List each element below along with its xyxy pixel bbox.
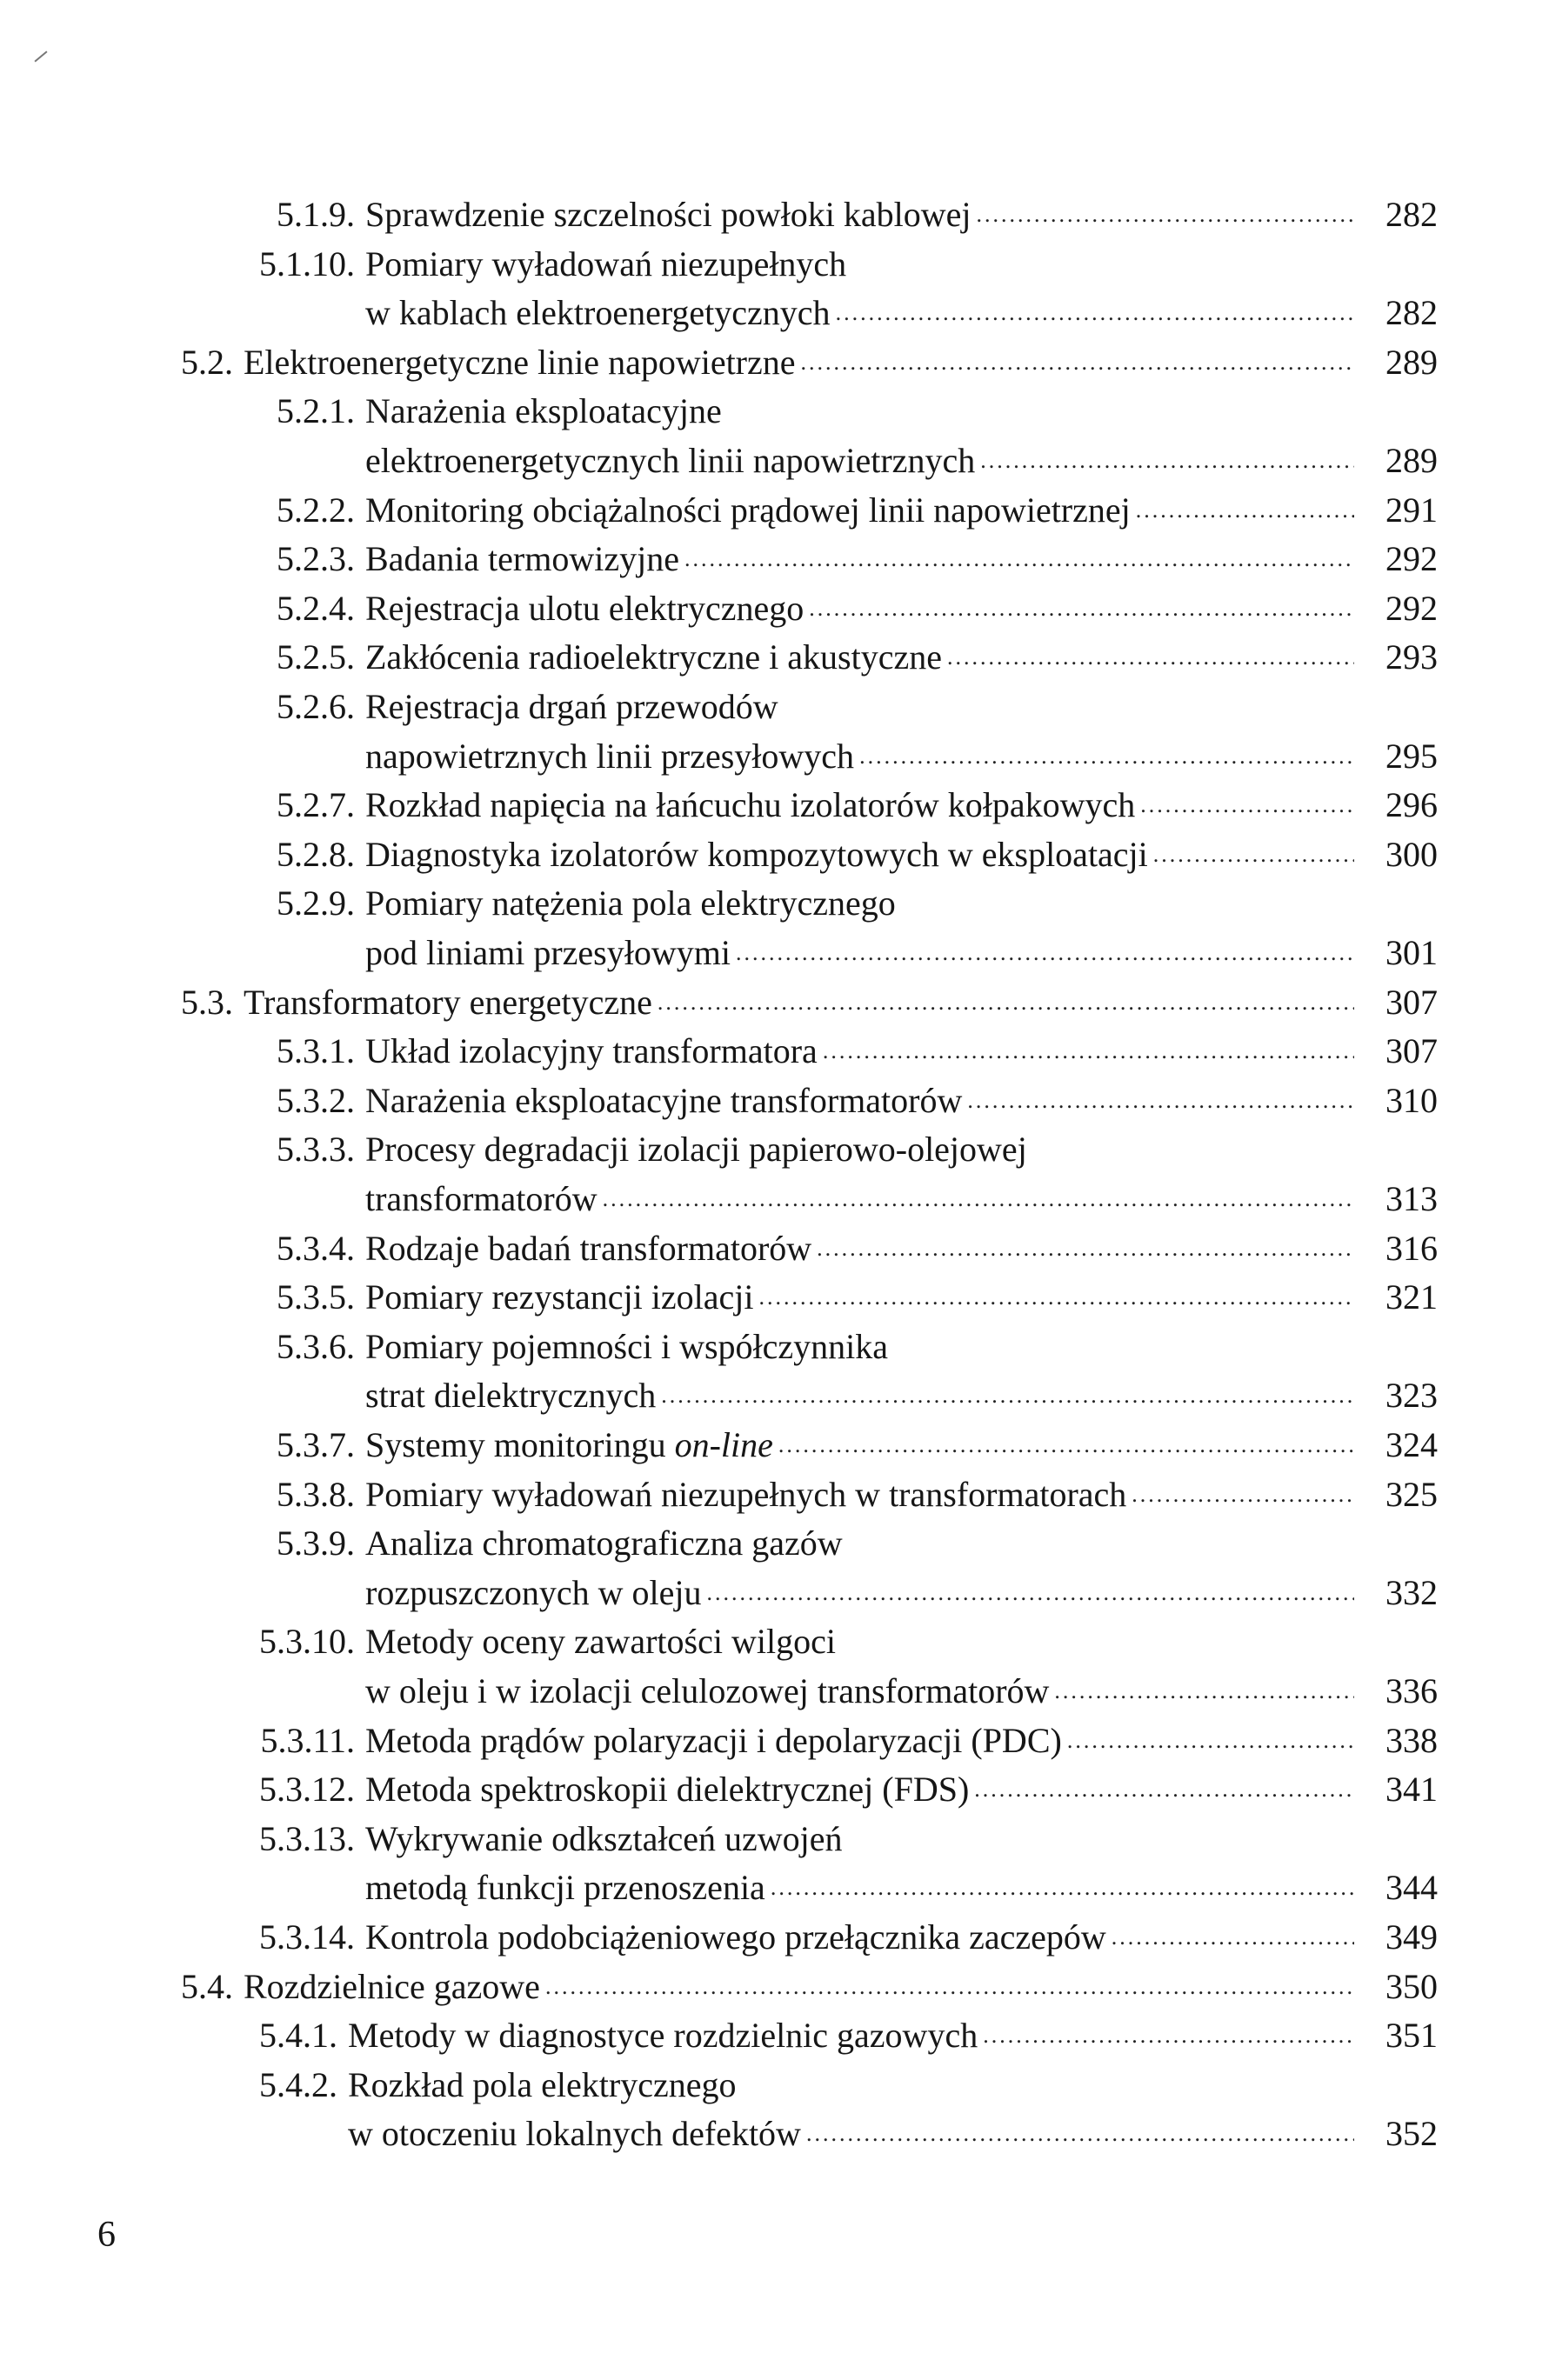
- dot-leader: [1054, 1667, 1354, 1716]
- section-title-text: Pomiary rezystancji izolacji: [365, 1277, 754, 1317]
- section-number: 5.2.5.: [277, 637, 355, 677]
- dot-leader: [859, 732, 1354, 781]
- toc-entry[interactable]: [277, 1027, 1438, 1076]
- toc-entry[interactable]: [277, 879, 1438, 928]
- toc-entry[interactable]: [277, 535, 1438, 583]
- section-title-text: Sprawdzenie szczelności powłoki kablowej: [365, 195, 971, 234]
- section-title-text: Kontrola podobciążeniowego przełącznika zaczepów: [365, 1917, 1106, 1957]
- dot-leader: [771, 1863, 1354, 1912]
- toc-entry[interactable]: [181, 978, 1438, 1027]
- section-title-text: metodą funkcji przenoszenia: [365, 1868, 765, 1908]
- dot-leader: [947, 633, 1354, 682]
- dot-leader: [901, 879, 1425, 928]
- toc-entry[interactable]: [277, 486, 1438, 535]
- section-title: [348, 2110, 801, 2158]
- dot-leader: [545, 1963, 1354, 2011]
- section-title: [365, 289, 831, 337]
- section-title: [365, 683, 778, 731]
- section-number: 5.1.10.: [259, 243, 355, 283]
- dot-leader: [848, 1815, 1426, 1863]
- section-title: [365, 486, 1131, 535]
- section-title-text: napowietrznych linii przesyłowych: [365, 736, 855, 776]
- page-reference[interactable]: 338: [1385, 1720, 1438, 1760]
- dot-leader: [848, 1519, 1425, 1568]
- toc-entry[interactable]: [260, 1717, 1438, 1765]
- dot-leader: [778, 1421, 1354, 1470]
- page-reference[interactable]: 351: [1385, 2016, 1438, 2056]
- toc-entry[interactable]: [277, 1323, 1438, 1371]
- dot-leader: [817, 1224, 1354, 1273]
- toc-entry-continuation[interactable]: [365, 289, 1438, 337]
- dot-leader: [801, 338, 1354, 387]
- toc-entry[interactable]: [277, 584, 1438, 633]
- dot-leader: [976, 190, 1354, 239]
- page-reference[interactable]: 332: [1385, 1572, 1438, 1612]
- section-number: 5.3.1.: [277, 1031, 355, 1071]
- section-title: [365, 781, 1135, 830]
- section-title: [365, 1175, 598, 1223]
- section-title-text: Zakłócenia radioelektryczne i akustyczne: [365, 637, 942, 677]
- page-reference[interactable]: 300: [1385, 834, 1438, 874]
- section-title: [365, 1077, 962, 1125]
- toc-entry-continuation[interactable]: [365, 1667, 1438, 1716]
- dot-leader: [759, 1273, 1354, 1322]
- dot-leader: [1136, 486, 1354, 535]
- section-title-text: Pomiary pojemności i współczynnika: [365, 1326, 889, 1366]
- dot-leader: [658, 978, 1354, 1027]
- section-number: 5.2.9.: [277, 883, 355, 923]
- section-title: [365, 1371, 656, 1420]
- section-title-text: Procesy degradacji izolacji papierowo-olejowej: [365, 1130, 1027, 1170]
- section-title: [244, 978, 652, 1027]
- section-title: [365, 1863, 765, 1912]
- dot-leader: [980, 437, 1354, 485]
- section-title: [365, 1617, 836, 1666]
- toc-entry[interactable]: [277, 387, 1438, 436]
- toc-entry[interactable]: [259, 240, 1438, 289]
- page-reference[interactable]: 295: [1385, 736, 1438, 776]
- page-reference[interactable]: 310: [1385, 1080, 1438, 1120]
- page-reference[interactable]: 350: [1385, 1966, 1438, 2006]
- toc-entry[interactable]: [277, 1470, 1438, 1519]
- page-reference[interactable]: 293: [1385, 637, 1438, 677]
- page-reference[interactable]: 289: [1385, 441, 1438, 480]
- dot-leader: [1112, 1913, 1354, 1962]
- toc-entry-continuation[interactable]: [365, 1569, 1438, 1617]
- dot-leader: [736, 929, 1354, 977]
- toc-entry[interactable]: [277, 1273, 1438, 1322]
- page-reference[interactable]: 313: [1385, 1179, 1438, 1218]
- section-title-text: Rozdzielnice gazowe: [244, 1966, 540, 2006]
- section-number: 5.1.9.: [277, 195, 355, 234]
- toc-entry[interactable]: [259, 1815, 1438, 1863]
- dot-leader: [967, 1077, 1354, 1125]
- section-number: 5.3.8.: [277, 1474, 355, 1514]
- dot-leader: [841, 1617, 1425, 1666]
- section-title: [365, 830, 1148, 879]
- section-number: 5.3.3.: [277, 1130, 355, 1170]
- toc-entry[interactable]: [181, 1963, 1438, 2011]
- toc-entry-continuation[interactable]: [348, 2110, 1438, 2158]
- toc-entry[interactable]: [277, 1519, 1438, 1568]
- section-number: 5.3.4.: [277, 1228, 355, 1268]
- page-reference[interactable]: 282: [1385, 293, 1438, 333]
- toc-entry[interactable]: [181, 338, 1438, 387]
- section-title: [348, 2011, 978, 2060]
- toc-entry[interactable]: [277, 1125, 1438, 1174]
- section-title: [365, 1224, 811, 1273]
- page-reference[interactable]: 341: [1385, 1770, 1438, 1810]
- section-title-text: Rodzaje badań transformatorów: [365, 1228, 812, 1268]
- dot-leader: [1140, 781, 1354, 830]
- section-title-text: Transformatory energetyczne: [244, 982, 652, 1022]
- section-title-text: Analiza chromatograficzna gazów: [365, 1523, 843, 1563]
- page-reference[interactable]: 282: [1385, 195, 1438, 234]
- section-title-text: Układ izolacyjny transformatora: [365, 1031, 818, 1071]
- section-title-text: Rejestracja drgań przewodów: [365, 687, 778, 726]
- dot-leader: [806, 2110, 1354, 2158]
- section-number: 5.2.3.: [277, 539, 355, 579]
- section-title: [365, 1913, 1106, 1962]
- page-reference[interactable]: 316: [1385, 1228, 1438, 1268]
- section-title: [244, 1963, 540, 2011]
- section-number: 5.3.: [181, 982, 233, 1022]
- section-title-text: Monitoring obciążalności prądowej linii napowietrznej: [365, 490, 1131, 530]
- section-number: 5.4.2.: [259, 2064, 337, 2104]
- section-title-text: transformatorów: [365, 1179, 598, 1218]
- dot-leader: [836, 289, 1354, 337]
- section-title: [365, 387, 722, 436]
- dot-leader: [784, 683, 1425, 731]
- page-reference[interactable]: 307: [1385, 982, 1438, 1022]
- page-reference[interactable]: 325: [1385, 1474, 1438, 1514]
- section-title: [365, 633, 942, 682]
- section-title: [365, 1470, 1126, 1519]
- toc-entry-continuation[interactable]: [365, 1863, 1438, 1912]
- section-number: 5.3.9.: [277, 1523, 355, 1563]
- section-number: 5.3.5.: [277, 1277, 355, 1317]
- toc-entry[interactable]: [259, 1913, 1438, 1962]
- section-title: [365, 1667, 1049, 1716]
- dot-leader: [823, 1027, 1354, 1076]
- section-title-text: Badania termowizyjne: [365, 539, 679, 579]
- toc-entry-continuation[interactable]: [365, 437, 1438, 485]
- section-title: [365, 1125, 1027, 1174]
- section-title-text: elektroenergetycznych linii napowietrznych: [365, 441, 976, 480]
- section-number: 5.3.11.: [260, 1720, 355, 1760]
- section-title: [365, 732, 854, 781]
- section-title-text: pod liniami przesyłowymi: [365, 933, 731, 972]
- page-reference[interactable]: 344: [1385, 1868, 1438, 1908]
- dot-leader: [974, 1765, 1354, 1814]
- section-title-text: Pomiary wyładowań niezupełnych w transformatorach: [365, 1474, 1127, 1514]
- page-reference[interactable]: 296: [1385, 785, 1438, 825]
- page-reference[interactable]: 352: [1385, 2114, 1438, 2154]
- dot-leader: [684, 535, 1354, 583]
- section-title-text: Diagnostyka izolatorów kompozytowych w eksploatacji: [365, 834, 1148, 874]
- page-number: 6: [97, 2215, 116, 2255]
- section-title-text: w kablach elektroenergetycznych: [365, 293, 831, 333]
- section-title: [365, 1421, 773, 1470]
- section-number: 5.3.12.: [259, 1770, 355, 1810]
- toc-entry[interactable]: [277, 1077, 1438, 1125]
- dot-leader: [661, 1371, 1354, 1420]
- toc-entry[interactable]: [277, 190, 1438, 239]
- section-title: [365, 437, 975, 485]
- section-number: 5.2.1.: [277, 391, 355, 431]
- toc-entry[interactable]: [277, 1224, 1438, 1273]
- section-number: 5.4.1.: [259, 2016, 337, 2056]
- dot-leader: [603, 1175, 1354, 1223]
- section-title-text: strat dielektrycznych: [365, 1376, 657, 1416]
- page-reference[interactable]: 323: [1385, 1376, 1438, 1416]
- toc-entry[interactable]: [277, 1421, 1438, 1470]
- page-reference[interactable]: 292: [1385, 588, 1438, 628]
- dot-leader: [741, 2061, 1425, 2110]
- dot-leader: [1067, 1717, 1354, 1765]
- page-reference[interactable]: 301: [1385, 933, 1438, 972]
- dot-leader: [1132, 1470, 1354, 1519]
- page-reference[interactable]: 289: [1385, 342, 1438, 382]
- section-number: 5.2.: [181, 342, 233, 382]
- section-number: 5.3.13.: [259, 1818, 355, 1858]
- section-number: 5.3.2.: [277, 1080, 355, 1120]
- section-number: 5.3.10.: [259, 1622, 355, 1662]
- section-title-text: Elektroenergetyczne linie napowietrzne: [244, 342, 796, 382]
- section-title: [365, 1273, 754, 1322]
- section-title: [244, 338, 796, 387]
- section-title: [365, 1815, 843, 1863]
- section-title-text: Wykrywanie odkształceń uzwojeń: [365, 1818, 843, 1858]
- section-title-text: Narażenia eksploatacyjne transformatorów: [365, 1080, 963, 1120]
- section-number: 5.2.8.: [277, 834, 355, 874]
- section-title: [365, 1323, 888, 1371]
- section-title: [348, 2061, 736, 2110]
- section-title: [365, 584, 804, 633]
- section-title: [365, 929, 731, 977]
- dot-leader: [1153, 830, 1354, 879]
- dot-leader: [983, 2011, 1354, 2060]
- section-number: 5.3.7.: [277, 1425, 355, 1464]
- toc-entry[interactable]: [277, 633, 1438, 682]
- toc-entry[interactable]: [259, 1765, 1438, 1814]
- page-reference[interactable]: 321: [1385, 1277, 1438, 1317]
- toc-entry[interactable]: [277, 683, 1438, 731]
- toc-entry-continuation[interactable]: [365, 1175, 1438, 1223]
- dot-leader: [893, 1323, 1425, 1371]
- section-title-text: Metoda prądów polaryzacji i depolaryzacji (PDC): [365, 1720, 1062, 1760]
- section-number: 5.2.2.: [277, 490, 355, 530]
- section-title-text: Narażenia eksploatacyjne: [365, 391, 722, 431]
- section-title: [365, 1519, 843, 1568]
- dot-leader: [727, 387, 1425, 436]
- section-number: 5.2.4.: [277, 588, 355, 628]
- section-number: 5.2.7.: [277, 785, 355, 825]
- page-reference[interactable]: 324: [1385, 1425, 1438, 1464]
- section-title-text: w oleju i w izolacji celulozowej transformatorów: [365, 1671, 1050, 1710]
- section-title: [365, 240, 846, 289]
- section-title-text: Rozkład pola elektrycznego: [348, 2064, 737, 2104]
- toc-entry[interactable]: [259, 1617, 1438, 1666]
- toc-entry-continuation[interactable]: [365, 732, 1438, 781]
- section-title-text: Rejestracja ulotu elektrycznego: [365, 588, 805, 628]
- section-title-text: w otoczeniu lokalnych defektów: [348, 2114, 801, 2154]
- scan-mark: [34, 50, 47, 62]
- page-reference[interactable]: 307: [1385, 1031, 1438, 1071]
- section-title: [365, 879, 896, 928]
- section-title-text: Metody oceny zawartości wilgoci: [365, 1622, 836, 1662]
- page-reference[interactable]: 336: [1385, 1671, 1438, 1710]
- section-number: 5.3.6.: [277, 1326, 355, 1366]
- toc-entry-continuation[interactable]: [365, 929, 1438, 977]
- dot-leader: [707, 1569, 1354, 1617]
- section-number: 5.4.: [181, 1966, 233, 2006]
- page-reference[interactable]: 292: [1385, 539, 1438, 579]
- section-number: 5.3.14.: [259, 1917, 355, 1957]
- toc-entry[interactable]: [277, 830, 1438, 879]
- section-title: [365, 1569, 702, 1617]
- section-title-text: Systemy monitoringu: [365, 1425, 675, 1464]
- section-title: [365, 190, 971, 239]
- section-number: 5.2.6.: [277, 687, 355, 726]
- section-title: [365, 1765, 969, 1814]
- section-title-text: Metoda spektroskopii dielektrycznej (FDS): [365, 1770, 970, 1810]
- section-title: [365, 1027, 818, 1076]
- toc-entry-continuation[interactable]: [365, 1371, 1438, 1420]
- section-title-italic: on-line: [674, 1425, 773, 1464]
- page-reference[interactable]: 291: [1385, 490, 1438, 530]
- toc-entry[interactable]: [259, 2011, 1438, 2060]
- toc-entry[interactable]: [277, 781, 1438, 830]
- section-title: [365, 1717, 1062, 1765]
- dot-leader: [1032, 1125, 1425, 1174]
- section-title: [365, 535, 679, 583]
- dot-leader: [851, 240, 1425, 289]
- section-title-text: Rozkład napięcia na łańcuchu izolatorów kołpakowych: [365, 785, 1136, 825]
- page-reference[interactable]: 349: [1385, 1917, 1438, 1957]
- section-title-text: Pomiary natężenia pola elektrycznego: [365, 883, 896, 923]
- section-title-text: Metody w diagnostyce rozdzielnic gazowych: [348, 2016, 978, 2056]
- section-title-text: Pomiary wyładowań niezupełnych: [365, 243, 847, 283]
- dot-leader: [809, 584, 1354, 633]
- section-title-text: rozpuszczonych w oleju: [365, 1572, 702, 1612]
- toc-entry[interactable]: [259, 2061, 1438, 2110]
